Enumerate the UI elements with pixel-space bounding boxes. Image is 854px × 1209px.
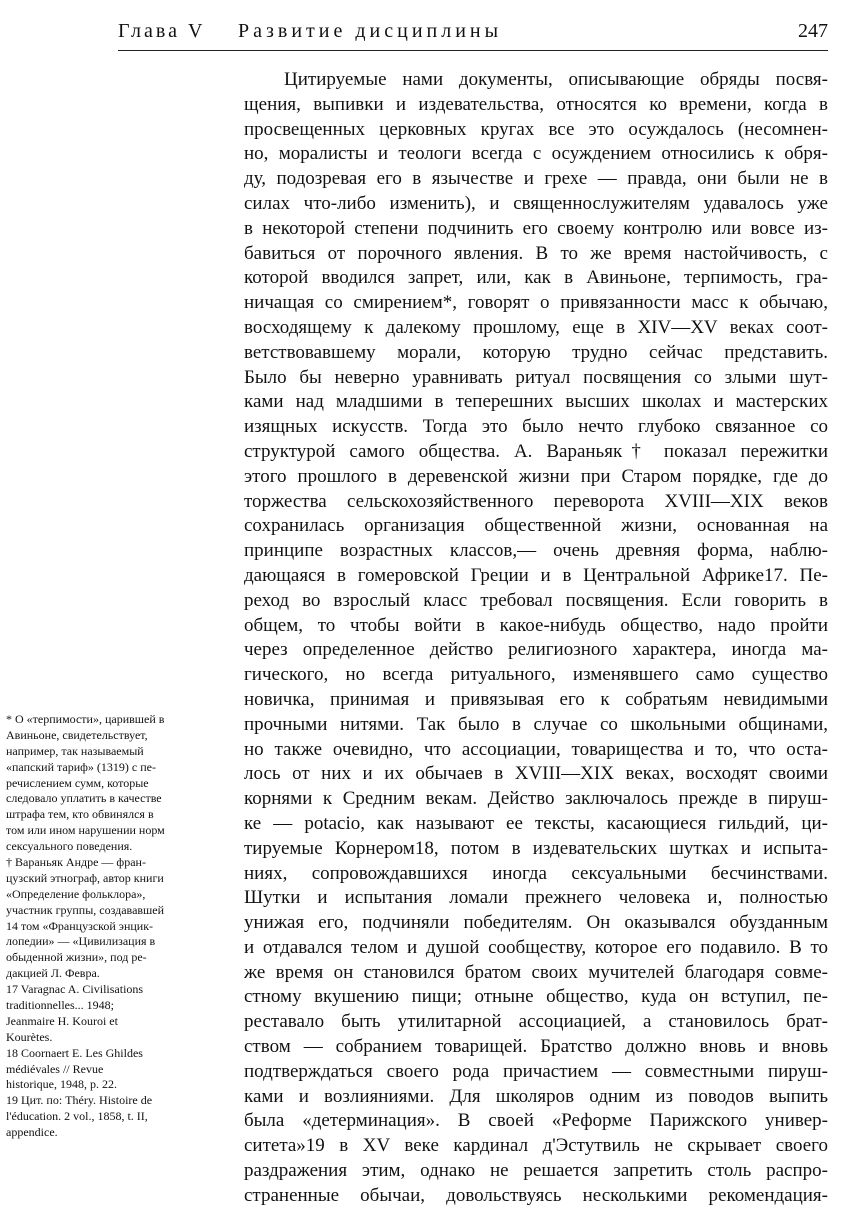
footnote-line: например, так называемый bbox=[6, 743, 144, 758]
body-line: но также очевидно, что ассоциации, товарищества и то, что оста- bbox=[244, 738, 828, 760]
footnote-line: l'éducation. 2 vol., 1858, t. II, bbox=[6, 1109, 148, 1124]
body-line: корнями к Средним векам. Действо заключалось прежде в пируш- bbox=[244, 788, 828, 810]
footnote-line: «папский тариф» (1319) с пе- bbox=[6, 759, 156, 774]
body-line: в некоторой степени подчинить его своему контролю или вовсе из- bbox=[244, 217, 828, 239]
footnote-line: appendice. bbox=[6, 1125, 58, 1140]
body-line: просвещенных церковных кругах все это осуждалось (несомнен- bbox=[244, 118, 828, 140]
footnote-line: Kourètes. bbox=[6, 1029, 53, 1044]
body-line: Было бы неверно уравнивать ритуал посвящения со злыми шут- bbox=[244, 366, 828, 388]
running-header bbox=[118, 14, 828, 51]
body-line: ством — собранием товарищей. Братство должно вновь и вновь bbox=[244, 1036, 828, 1058]
body-line: Шутки и испытания ломали прежнего человека и, полностью bbox=[244, 887, 828, 909]
footnote-line: traditionnelles... 1948; bbox=[6, 998, 114, 1013]
footnote-line: дакцией Л. Февра. bbox=[6, 966, 100, 981]
body-line: которой вводился запрет, или, как в Авиньоне, терпимость, гра- bbox=[244, 267, 828, 289]
body-line: торжества сельскохозяйственного переворота XVIII—XIX веков bbox=[244, 490, 828, 512]
footnote-line: * О «терпимости», царившей в bbox=[6, 712, 165, 726]
body-line: дающаяся в гомеровской Греции и в Центральной Африке17. Пе- bbox=[244, 564, 828, 586]
body-line: подтверждаться своего рода причастием — совместными пируш- bbox=[244, 1060, 828, 1082]
body-line: реход во взрослый класс требовал посвящения. Если говорить в bbox=[244, 589, 828, 611]
footnote-line: 17 Varagnac A. Civilisations bbox=[6, 982, 144, 997]
body-line: Цитируемые нами документы, описывающие обряды посвя- bbox=[284, 69, 828, 90]
footnote-line: обыденной жизни», под ре- bbox=[6, 950, 147, 965]
body-line: реставало быть утилитарной ассоциацией, а становилось брат- bbox=[244, 1011, 828, 1033]
body-line: изящных искусств. Тогда это было нечто глубоко связанное со bbox=[244, 416, 828, 438]
main-text-column bbox=[244, 68, 828, 1209]
footnote-line: 19 Цит. по: Théry. Histoire de bbox=[6, 1093, 153, 1108]
body-line: принципе возрастных классов,— очень древняя форма, наблю- bbox=[244, 540, 828, 562]
footnote-line: 18 Coornaert E. Les Ghildes bbox=[6, 1045, 143, 1060]
body-line: ками и возлияниями. Для школяров одним из поводов выпить bbox=[244, 1085, 828, 1107]
body-line: тируемые Корнером18, потом в издевательских шутках и испыта- bbox=[244, 837, 828, 859]
footnote-line: médiévales // Revue bbox=[6, 1061, 104, 1076]
footnote-line: участник группы, создававшей bbox=[6, 902, 165, 917]
body-line: прочными нитями. Так было в случае со школьными общинами, bbox=[244, 713, 828, 735]
page-number: 247 bbox=[798, 20, 828, 42]
body-line: раздражения этим, однако не решается запретить столь распро- bbox=[244, 1160, 828, 1182]
body-line: гического, но всегда ритуального, изменявшего само существо bbox=[244, 664, 828, 686]
footnote-line: речислением сумм, которые bbox=[6, 775, 149, 790]
body-line: унижая его, подчиняли победителям. Он оказывался обузданным bbox=[244, 912, 828, 934]
body-line: общем, то чтобы войти в какое-нибудь общество, надо пройти bbox=[244, 614, 828, 636]
body-line: была «детерминация». В своей «Реформе Парижского универ- bbox=[244, 1110, 828, 1132]
footnotes-column bbox=[6, 712, 220, 1141]
body-line: стному вкушению пищи; отныне общество, куда он вступил, пе- bbox=[244, 986, 828, 1008]
body-line: и отдавался телом и душой сообществу, которое его подавило. В то bbox=[244, 936, 828, 958]
footnote-line: лопедии» — «Цивилизация в bbox=[6, 934, 156, 949]
footnote-line: цузский этнограф, автор книги bbox=[6, 870, 164, 885]
body-line: же время он становился братом своих мучителей благодаря совме- bbox=[244, 961, 828, 983]
body-line: сохранилась организация общественной жизни, основанная на bbox=[244, 515, 828, 537]
body-line: бавиться от порочного явления. В то же время настойчивость, с bbox=[244, 242, 828, 264]
running-title: Развитие дисциплины bbox=[238, 20, 503, 42]
body-line: силах что-либо изменить), и священнослужителям удавалось уже bbox=[244, 192, 828, 214]
body-line: ке — potacio, как называют ее тексты, касающиеся гильдий, ци- bbox=[244, 812, 828, 834]
footnote-line: historique, 1948, p. 22. bbox=[6, 1077, 117, 1092]
footnote-line: следовало уплатить в качестве bbox=[6, 791, 162, 806]
body-line: восходящему к далекому прошлому, еще в XIV—XV веках соот- bbox=[244, 316, 828, 338]
footnote-line: † Вараньяк Андре — фран- bbox=[6, 855, 146, 870]
body-line: ками над младшими в теперешних высших школах и мастерских bbox=[244, 391, 828, 413]
body-line: лось от них и их обычаев в XVIII—XIX веках, восходят своими bbox=[244, 763, 828, 785]
body-line: ситета»19 в XV веке кардинал д'Эстутвиль не скрывает своего bbox=[244, 1135, 828, 1157]
body-line: через определенное действо религиозного характера, иногда ма- bbox=[244, 639, 828, 661]
footnote-line: том или ином нарушении норм bbox=[6, 823, 165, 838]
body-line: ду, подозревая его в язычестве и грехе — правда, они были не в bbox=[244, 168, 828, 190]
footnote-line: «Определение фольклора», bbox=[6, 886, 146, 901]
footnote-line: сексуального поведения. bbox=[6, 839, 133, 854]
body-line: щения, выпивки и издевательства, относятся ко времени, когда в bbox=[244, 93, 828, 115]
chapter-label: Глава V bbox=[118, 20, 206, 42]
footnote-line: Авиньоне, свидетельствует, bbox=[6, 727, 148, 742]
footnote-line: штрафа тем, кто обвинялся в bbox=[6, 807, 154, 822]
footnote-line: 14 том «Французской энцик- bbox=[6, 918, 154, 933]
body-line: ниях, сопровождавшихся иногда сексуальными бесчинствами. bbox=[244, 862, 828, 884]
body-line: страненные обычаи, довольствуясь несколькими рекомендация- bbox=[244, 1184, 828, 1206]
body-line: этого прошлого в деревенской жизни при Старом порядке, где до bbox=[244, 465, 828, 487]
body-line: ветствовавшему морали, которую трудно сейчас представить. bbox=[244, 341, 828, 363]
body-line: ничащая со смирением*, говорят о привязанности масс к обычаю, bbox=[244, 292, 828, 314]
body-line: структурой самого общества. А. Вараньяк† показал пережитки bbox=[244, 440, 828, 462]
body-line: но, моралисты и теологи всегда с осуждением относились к обря- bbox=[244, 143, 828, 165]
footnote-line: Jeanmaire H. Kouroi et bbox=[6, 1013, 118, 1028]
body-line: новичка, принимая и привязывая его к собратьям невидимыми bbox=[244, 688, 828, 710]
